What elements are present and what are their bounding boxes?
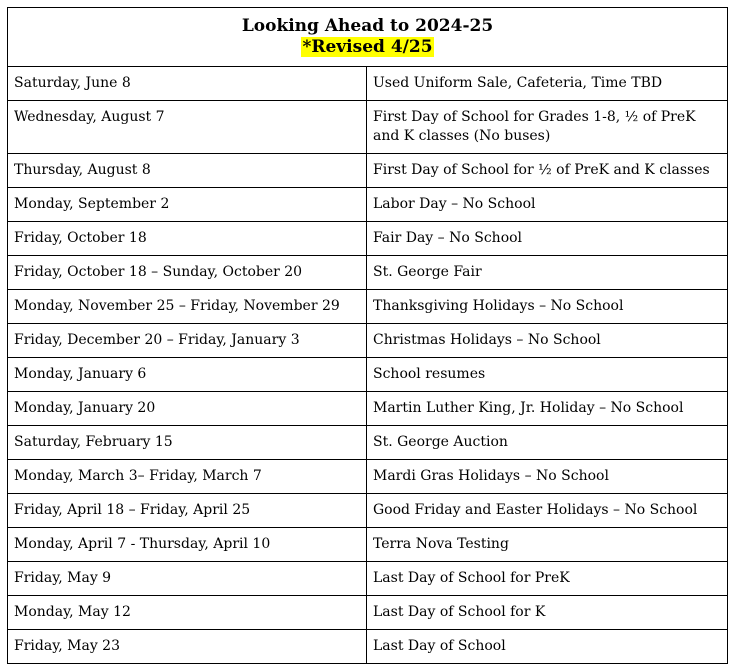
date-cell: Monday, March 3– Friday, March 7 bbox=[8, 460, 367, 494]
event-cell: St. George Auction bbox=[367, 426, 728, 460]
table-row bbox=[8, 222, 728, 256]
date-cell: Monday, May 12 bbox=[8, 596, 367, 630]
event-cell: Fair Day – No School bbox=[367, 222, 728, 256]
table-row bbox=[8, 596, 728, 630]
date-cell: Friday, October 18 bbox=[8, 222, 367, 256]
table-row bbox=[8, 494, 728, 528]
event-cell: Mardi Gras Holidays – No School bbox=[367, 460, 728, 494]
table-row bbox=[8, 154, 728, 188]
page-title: Looking Ahead to 2024-25 bbox=[241, 16, 494, 36]
date-cell: Monday, January 20 bbox=[8, 392, 367, 426]
date-cell: Saturday, February 15 bbox=[8, 426, 367, 460]
event-cell: Martin Luther King, Jr. Holiday – No School bbox=[367, 392, 728, 426]
table-row bbox=[8, 562, 728, 596]
revised-note: *Revised 4/25 bbox=[302, 37, 433, 57]
table-row bbox=[8, 358, 728, 392]
table-row bbox=[8, 290, 728, 324]
date-cell: Friday, December 20 – Friday, January 3 bbox=[8, 324, 367, 358]
date-cell: Monday, November 25 – Friday, November 29 bbox=[8, 290, 367, 324]
event-cell: Thanksgiving Holidays – No School bbox=[367, 290, 728, 324]
event-cell: Last Day of School for PreK bbox=[367, 562, 728, 596]
title-cell bbox=[8, 8, 728, 67]
table-row bbox=[8, 101, 728, 154]
date-cell: Friday, May 9 bbox=[8, 562, 367, 596]
table-row bbox=[8, 630, 728, 664]
date-cell: Thursday, August 8 bbox=[8, 154, 367, 188]
event-cell: St. George Fair bbox=[367, 256, 728, 290]
table-row bbox=[8, 528, 728, 562]
event-cell: Used Uniform Sale, Cafeteria, Time TBD bbox=[367, 67, 728, 101]
event-cell: Christmas Holidays – No School bbox=[367, 324, 728, 358]
table-row bbox=[8, 256, 728, 290]
event-cell: Last Day of School bbox=[367, 630, 728, 664]
date-cell: Friday, October 18 – Sunday, October 20 bbox=[8, 256, 367, 290]
event-cell: First Day of School for Grades 1-8, ½ of PreK and K classes (No buses) bbox=[367, 101, 728, 154]
table-row bbox=[8, 67, 728, 101]
event-cell: Terra Nova Testing bbox=[367, 528, 728, 562]
schedule-table bbox=[7, 7, 728, 664]
table-row bbox=[8, 426, 728, 460]
event-cell: School resumes bbox=[367, 358, 728, 392]
date-cell: Saturday, June 8 bbox=[8, 67, 367, 101]
date-cell: Monday, September 2 bbox=[8, 188, 367, 222]
title-row bbox=[8, 8, 728, 67]
date-cell: Friday, May 23 bbox=[8, 630, 367, 664]
date-cell: Monday, January 6 bbox=[8, 358, 367, 392]
event-cell: First Day of School for ½ of PreK and K classes bbox=[367, 154, 728, 188]
date-cell: Friday, April 18 – Friday, April 25 bbox=[8, 494, 367, 528]
date-cell: Wednesday, August 7 bbox=[8, 101, 367, 154]
date-cell: Monday, April 7 - Thursday, April 10 bbox=[8, 528, 367, 562]
event-cell: Last Day of School for K bbox=[367, 596, 728, 630]
event-cell: Labor Day – No School bbox=[367, 188, 728, 222]
table-row bbox=[8, 460, 728, 494]
event-cell: Good Friday and Easter Holidays – No School bbox=[367, 494, 728, 528]
table-row bbox=[8, 188, 728, 222]
table-row bbox=[8, 392, 728, 426]
table-row bbox=[8, 324, 728, 358]
